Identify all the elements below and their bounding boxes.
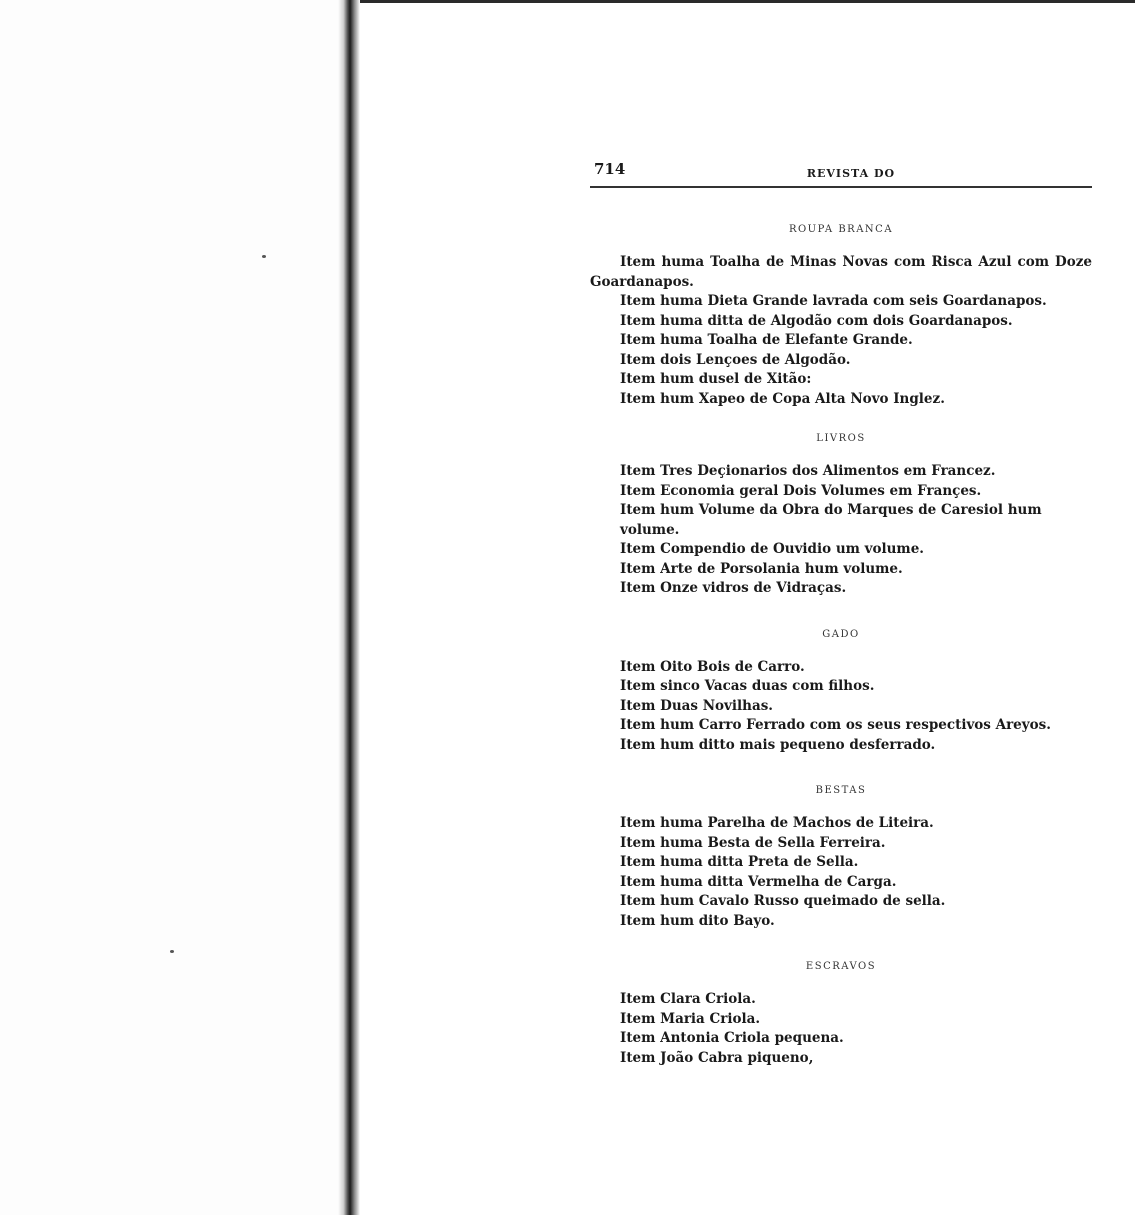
section-heading: ESCRAVOS <box>805 961 877 972</box>
list-item: Item Clara Criola. <box>620 991 756 1007</box>
list-item: Item Duas Novilhas. <box>620 697 774 714</box>
list-item: Item hum dusel de Xitão: <box>620 371 812 387</box>
list-item: Item Tres Deçionarios dos Alimentos em Francez. <box>620 463 996 479</box>
paper-speck <box>262 255 266 258</box>
paper-speck <box>170 950 174 953</box>
entry-list <box>590 990 1092 1068</box>
list-item: Item sinco Vacas duas com filhos. <box>620 678 875 694</box>
left-blank-page <box>0 0 348 1215</box>
list-item: Item Oito Bois de Carro. <box>620 658 805 675</box>
list-item: Item huma Parelha de Machos de Liteira. <box>620 815 934 831</box>
list-item: Item dois Lençoes de Algodão. <box>620 351 851 368</box>
section-escravos <box>590 961 1092 1068</box>
entry-list <box>590 658 1092 756</box>
section-gado <box>590 629 1092 756</box>
section-heading: ROUPA BRANCA <box>788 224 894 235</box>
page-header <box>590 160 1092 188</box>
list-item: Item huma Dieta Grande lavrada com seis Goardanapos. <box>620 293 1047 309</box>
entry-list <box>590 814 1092 931</box>
list-item: Item huma Toalha de Minas Novas com Risca Azul com Doze Goardanapos. <box>590 254 1092 290</box>
list-item: Item huma ditta Preta de Sella. <box>620 854 859 870</box>
right-page <box>590 160 1092 1068</box>
list-item: Item huma Toalha de Elefante Grande. <box>620 332 913 348</box>
section-heading: BESTAS <box>815 785 867 796</box>
list-item: Item huma Besta de Sella Ferreira. <box>620 834 886 851</box>
list-item: Item Economia geral Dois Volumes em Françes. <box>620 482 982 499</box>
list-item: Item Compendio de Ouvidio um volume. <box>620 541 924 557</box>
entry-list <box>590 462 1092 599</box>
section-heading: LIVROS <box>816 433 866 444</box>
section-bestas <box>590 785 1092 931</box>
list-item: Item Maria Criola. <box>620 1010 761 1027</box>
section-heading: GADO <box>822 628 860 640</box>
list-item: Item huma ditta de Algodão com dois Goardanapos. <box>620 312 1013 329</box>
list-item: Item João Cabra piqueno, <box>620 1049 814 1066</box>
section-roupa-branca <box>590 224 1092 409</box>
list-item: Item Antonia Criola pequena. <box>620 1030 844 1046</box>
list-item: Item huma ditta Vermelha de Carga. <box>620 873 897 890</box>
list-item: Item hum Volume da Obra do Marques de Caresiol hum volume. <box>620 502 1042 538</box>
list-item: Item Onze vidros de Vidraças. <box>620 580 847 596</box>
list-item: Item hum dito Bayo. <box>620 912 775 929</box>
list-item: Item hum Xapeo de Copa Alta Novo Inglez. <box>620 390 945 407</box>
page-number: 714 <box>594 160 626 178</box>
book-gutter <box>338 0 360 1215</box>
section-livros <box>590 433 1092 599</box>
list-item: Item hum ditto mais pequeno desferrado. <box>620 736 936 753</box>
list-item: Item Arte de Porsolania hum volume. <box>620 560 903 577</box>
running-title: REVISTA DO <box>806 167 896 180</box>
list-item: Item hum Carro Ferrado com os seus respectivos Areyos. <box>620 717 1051 733</box>
entry-list <box>590 253 1092 409</box>
list-item: Item hum Cavalo Russo queimado de sella. <box>620 893 946 909</box>
